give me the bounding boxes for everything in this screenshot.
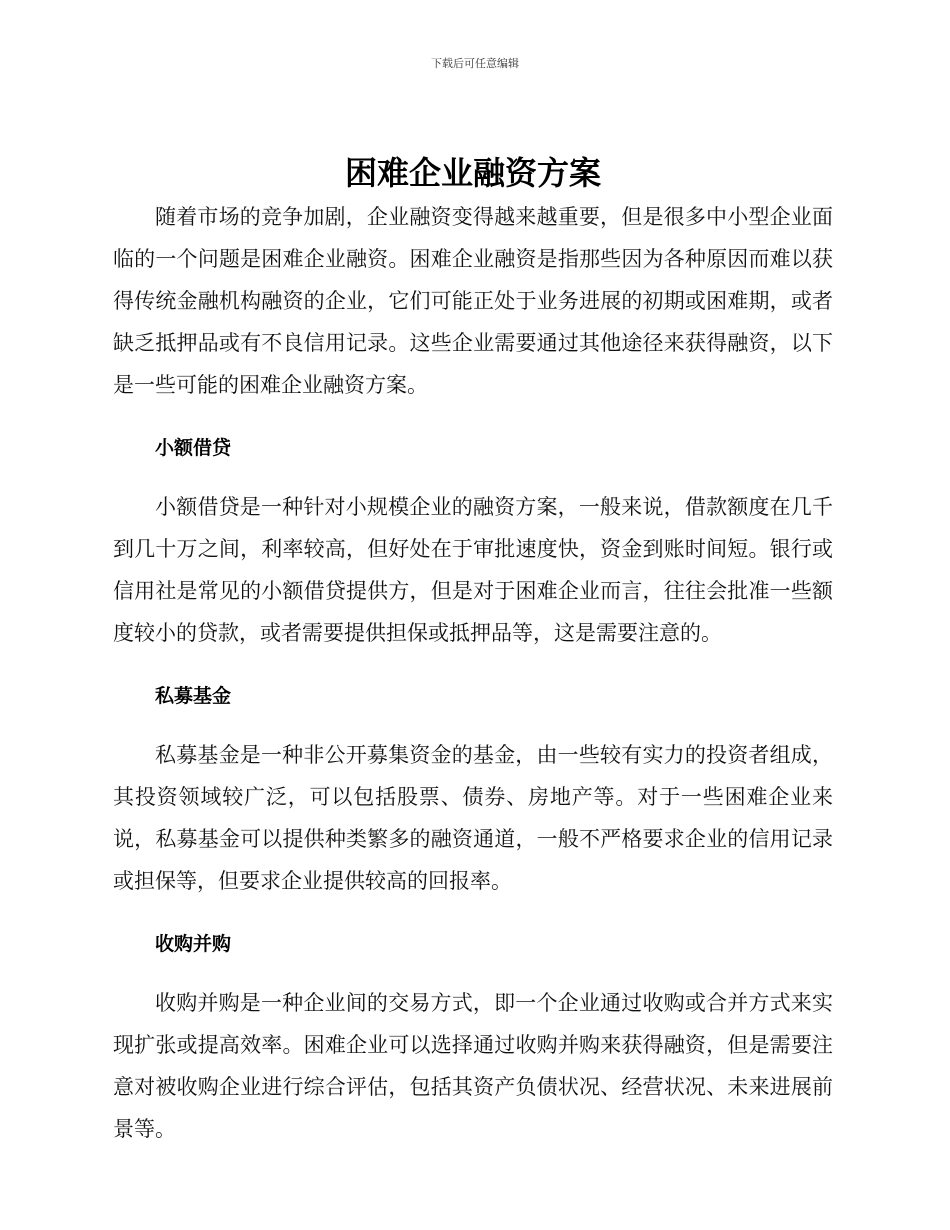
intro-paragraph: 随着市场的竞争加剧，企业融资变得越来越重要，但是很多中小型企业面临的一个问题是困难企业融资。困难企业融资是指那些因为各种原因而难以获得传统金融机构融资的企业，它们可能正处于业务进展的初期或困难期，或者缺乏抵押品或有不良信用记录。这些企业需要通过其他途径来获得融资，以下是一些可能的困难企业融资方案。 (113, 205, 833, 397)
section-body-microloan: 小额借贷是一种针对小规模企业的融资方案，一般来说，借款额度在几千到几十万之间，利率较高，但好处在于审批速度快，资金到账时间短。银行或信用社是常见的小额借贷提供方，但是对于困难企业而言，往往会批准一些额度较小的贷款，或者需要提供担保或抵押品等，这是需要注意的。 (113, 495, 833, 645)
section-heading-microloan: 小额借贷 (155, 437, 232, 459)
section-heading-mergers: 收购并购 (155, 933, 232, 955)
section-body-private-fund: 私募基金是一种非公开募集资金的基金，由一些较有实力的投资者组成，其投资领域较广泛，可以包括股票、债券、房地产等。对于一些困难企业来说，私募基金可以提供种类繁多的融资通道，一般不严格要求企业的信用记录或担保等，但要求企业提供较高的回报率。 (113, 743, 833, 893)
section-heading-private-fund: 私募基金 (155, 685, 232, 707)
document-body (113, 150, 833, 1150)
document-title: 困难企业融资方案 (344, 154, 601, 192)
header-note: 下载后可任意编辑 (431, 57, 519, 70)
section-body-mergers: 收购并购是一种企业间的交易方式，即一个企业通过收购或合并方式来实现扩张或提高效率。困难企业可以选择通过收购并购来获得融资，但是需要注意对被收购企业进行综合评估，包括其资产负债状况、经营状况、未来进展前景等。 (113, 991, 833, 1141)
